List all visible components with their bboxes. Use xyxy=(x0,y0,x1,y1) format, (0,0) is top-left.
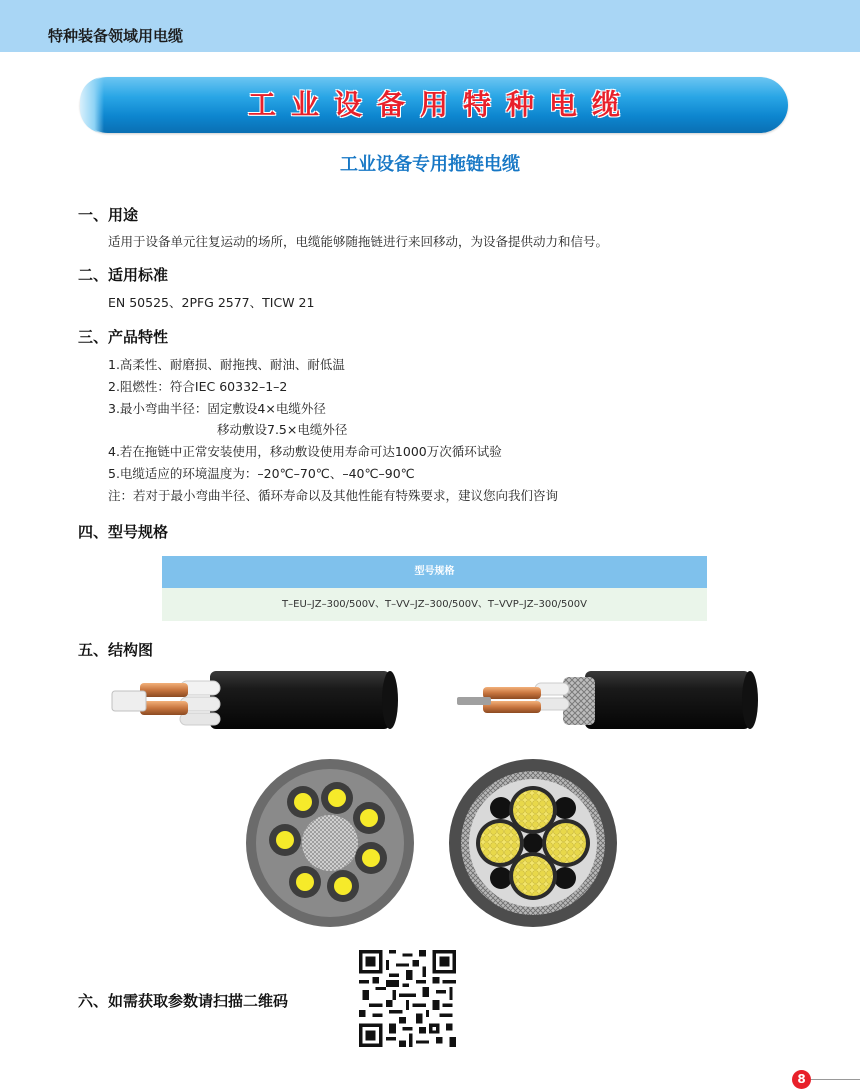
heading-models: 四、型号规格 xyxy=(78,523,169,541)
cable-side-view-2 xyxy=(455,665,760,735)
cable-side-view-1 xyxy=(100,665,400,735)
heading-usage: 一、用途 xyxy=(78,206,139,224)
qr-code[interactable] xyxy=(359,950,456,1047)
category-label: 特种装备领域用电缆 xyxy=(48,27,184,45)
page-subtitle: 工业设备专用拖链电缆 xyxy=(340,154,520,175)
usage-text: 适用于设备单元往复运动的场所，电缆能够随拖链进行来回移动，为设备提供动力和信号。 xyxy=(108,234,609,249)
page-divider xyxy=(810,1079,860,1080)
heading-standards: 二、适用标准 xyxy=(78,266,169,284)
cable-cross-section-1 xyxy=(245,758,415,928)
title-banner xyxy=(80,77,788,133)
feature-line: 5.电缆适应的环境温度为：–20℃–70℃、–40℃–90℃ xyxy=(108,466,415,481)
feature-line: 移动敷设7.5×电缆外径 xyxy=(217,422,348,437)
top-bar xyxy=(0,0,860,52)
feature-line: 4.若在拖链中正常安装使用，移动敷设使用寿命可达1000万次循环试验 xyxy=(108,444,502,459)
table-header: 型号规格 xyxy=(162,556,707,588)
heading-features: 三、产品特性 xyxy=(78,328,169,346)
feature-note: 注：若对于最小弯曲半径、循环寿命以及其他性能有特殊要求，建议您向我们咨询 xyxy=(108,488,559,503)
table-cell: T–EU–JZ–300/500V、T–VV–JZ–300/500V、T–VVP–JZ–300/500V xyxy=(162,588,707,621)
model-spec-table xyxy=(162,556,707,621)
page-number: 8 xyxy=(792,1070,811,1089)
feature-line: 3.最小弯曲半径：固定敷设4×电缆外径 xyxy=(108,401,326,416)
banner-title: 工业设备用特种电缆 xyxy=(247,88,635,121)
feature-line: 1.高柔性、耐磨损、耐拖拽、耐油、耐低温 xyxy=(108,357,345,372)
heading-qr: 六、如需获取参数请扫描二维码 xyxy=(78,992,289,1010)
standards-text: EN 50525、2PFG 2577、TICW 21 xyxy=(108,295,315,310)
cable-cross-section-2 xyxy=(448,758,618,928)
feature-line: 2.阻燃性：符合IEC 60332–1–2 xyxy=(108,379,288,394)
heading-structure: 五、结构图 xyxy=(78,641,154,659)
